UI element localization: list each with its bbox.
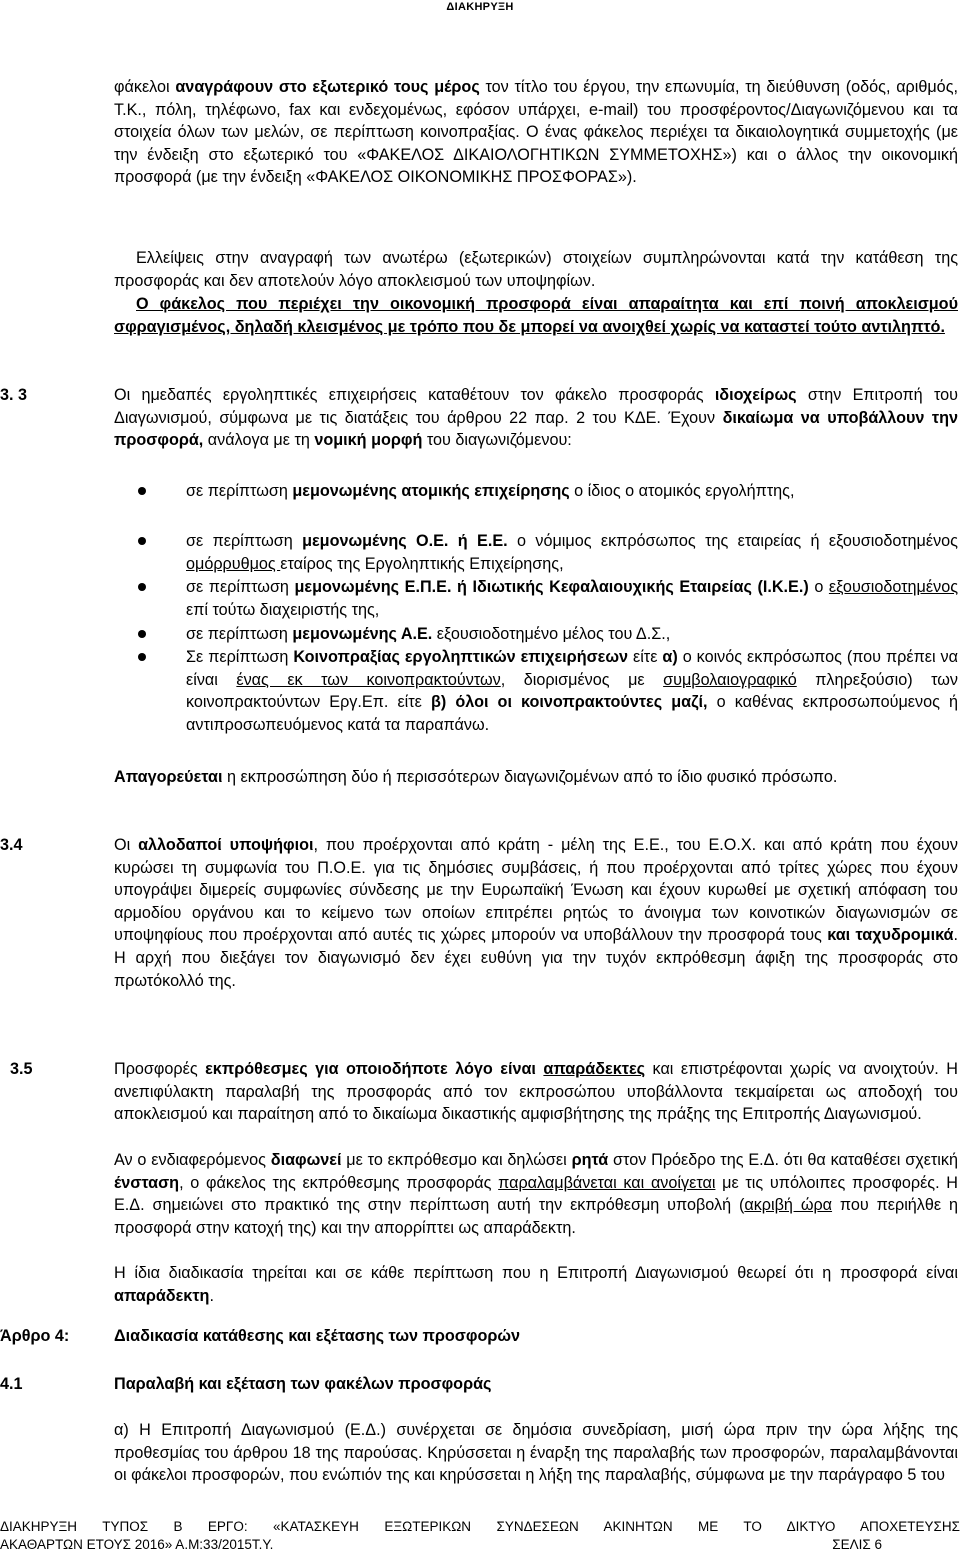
article-4-label: Άρθρο 4: (0, 1327, 70, 1345)
text: . Η αρχή που διεξάγει τον διαγωνισμό δεν έχει ευθύνη για την τυχόν εκπρόθεσμη άφιξη της προσφοράς στο πρωτόκολλό της. (114, 926, 959, 990)
text: Προσφορές (114, 1060, 206, 1078)
bold-text: νομική μορφή (314, 431, 423, 450)
bold-underlined-text: απαράδεκτες (543, 1060, 646, 1078)
intro-paragraph (114, 76, 958, 189)
document-header: ΔΙΑΚΗΡΥΞΗ (446, 1, 514, 13)
list-item: σε περίπτωση μεμονωμένης Ο.Ε. ή Ε.Ε. ο νόμιμος εκπρόσωπος της εταιρείας ή εξουσιοδοτημένος ομόρρυθμος εταίρος της Εργοληπτικής Επιχείρησης, (186, 530, 958, 575)
text: του διαγωνιζόμενου: (422, 431, 572, 450)
list-item: Σε περίπτωση Κοινοπραξίας εργοληπτικών επιχειρήσεων είτε α) ο κοινός εκπρόσωπος (που πρέπει να είναι ένας εκ των κοινοπρακτούντων, διορισμένος με συμβολαιογραφικό πληρεξούσιο) των κοινοπρακτούντων Εργ.Επ. είτε β) όλοι οι κοινοπρακτούντες μαζί, ο καθένας εκπροσωπούμενος ή αντιπροσωπευόμενος κατά τα παραπάνω. (186, 646, 958, 736)
text: ανάλογα με τη (203, 431, 315, 450)
list-item: σε περίπτωση μεμονωμένης Α.Ε. εξουσιοδοτημένο μέλος του Δ.Σ., (186, 623, 958, 646)
section-number-3-3: 3. 3 (0, 386, 28, 404)
footer-line-2 (0, 1536, 960, 1554)
text: Οι ημεδαπές εργοληπτικές επιχειρήσεις καταθέτουν τον φάκελο προσφοράς (114, 386, 715, 404)
section-3-5-same-procedure: Η ίδια διαδικασία τηρείται και σε κάθε περίπτωση που η Επιτροπή Διαγωνισμού θεωρεί ότι η προσφορά είναι απαράδεκτη. (114, 1264, 958, 1305)
bold-text: και ταχυδρομικά (827, 926, 954, 945)
section-4-1-text: α) Η Επιτροπή Διαγωνισμού (Ε.Δ.) συνέρχεται σε δημόσια συνεδρίαση, μισή ώρα πριν την ώρα λήξης της προθεσμίας του άρθρου 18 της παρούσας. Κηρύσσεται η έναρξη της παραλαβής των προσφορών, παραλαμβάνονται οι φάκελοι προσφορών, που ενώπιόν της και κηρύσσεται η λήξη της παραλαβής, σύμφωνα με την παράγραφο 5 του (114, 1421, 958, 1485)
bullet-icon (138, 630, 146, 638)
bullet-icon (138, 583, 146, 591)
article-4-title: Διαδικασία κατάθεσης και εξέτασης των προσφορών (114, 1327, 521, 1345)
text: , που προέρχονται από κράτη - μέλη της Ε.Ε., του Ε.Ο.Χ. και από κράτη που έχουν κυρώσει τη συμφωνία του Π.Ο.Ε. για τις δημόσιες συμβάσεις, ή που προέρχονται από τρίτες χώρες που έχουν υπογράψει διμερείς συμφωνίες σύνδεσης με την Ευρωπαϊκή Ένωση και έχουν κυρωθεί με σχετική απόφαση του αρμοδίου οργάνου και το κείμενο των οποίων επιτρέπει ρητώς το άνοιγμα των κοινοτικών διαγωνισμών σε υποψηφίους που προέρχονται από αυτές τις χώρες μπορούν να υποβάλλουν την προσφορά τους (114, 836, 958, 945)
text: και επιστρέφονται χωρίς να ανοιχτούν. Η ανεπιφύλακτη παραλαβή της προσφοράς από τον εκπροσώπου υποβάλλοντα τεκμαίρεται ως αποδοχή του αποκλεισμού και παραίτηση από το δικαίωμα δικαστικής αμφισβήτησης της πράξης της Επιτροπής Διαγωνισμού. (114, 1060, 958, 1124)
sealed-envelope-paragraph (114, 293, 958, 338)
bold-text: Απαγορεύεται (114, 768, 223, 786)
bold-text: εκπρόθεσμες για οποιοδήποτε λόγο είναι (205, 1060, 544, 1078)
section-3-5-objection: Αν ο ενδιαφερόμενος διαφωνεί με το εκπρόθεσμο και δηλώσει ρητά στον Πρόεδρο της Ε.Δ. ότι θα καταθέσει σχετική ένσταση, ο φάκελος της εκπρόθεσμης προσφοράς παραλαμβάνεται και ανοίγεται με τις υπόλοιπες προσφορές. Η Ε.Δ. σημειώνει στο πρακτικό της στην περίπτωση αυτή την εκπρόθεσμη υποβολή (ακριβή ώρα που περιήλθε η προσφορά στην κατοχή της) και την απορρίπτει ως απαράδεκτη. (114, 1151, 958, 1237)
page-number: ΣΕΛΙΣ 6 (832, 1536, 882, 1552)
bold-text: αναγράφουν στο εξωτερικό τους μέρος (175, 78, 480, 96)
section-number-4-1: 4.1 (0, 1375, 23, 1393)
footer-project-code: ΑΚΑΘΑΡΤΩΝ ΕΤΟΥΣ 2016» Α.Μ:33/2015Τ.Υ. (0, 1536, 274, 1552)
representation-list (186, 480, 958, 737)
section-4-1-title: Παραλαβή και εξέταση των φακέλων προσφοράς (114, 1375, 492, 1393)
text: Οι (114, 836, 139, 854)
bold-underlined-text: Ο φάκελος που περιέχει την οικονομική προσφορά είναι απαραίτητα και επί ποινή αποκλεισμού σφραγισμένος, δηλαδή κλεισμένος με τρόπο που δε μπορεί να ανοιχθεί χωρίς να καταστεί τούτο αντιληπτό. (114, 295, 958, 336)
text: φάκελοι (114, 78, 176, 96)
section-3-4-text (114, 834, 958, 992)
section-3-3-intro (114, 384, 958, 452)
bold-text: αλλοδαποί υποψήφιοι (138, 836, 314, 854)
text: τον τίτλο του έργου, την επωνυμία, τη διεύθυνση (οδός, αριθμός, Τ.Κ., πόλη, τηλέφωνο, fax και ενδεχομένως, εφόσον υπάρχει, e-mail) του προσφέροντος/Διαγωνιζόμενου και τα στοιχεία όλων των μελών, σε περίπτωση κοινοπραξίας. Ο ένας φάκελος περιέχει τα δικαιολογητικά συμμετοχής (με την ένδειξη στο εξωτερικό του «ΦΑΚΕΛΟΣ ΔΙΚΑΙΟΛΟΓΗΤΙΚΩΝ ΣΥΜΜΕΤΟΧΗΣ») και ο άλλος την οικονομική προσφορά (με την ένδειξη «ΦΑΚΕΛΟΣ ΟΙΚΟΝΟΜΙΚΗΣ ΠΡΟΣΦΟΡΑΣ»). (114, 78, 958, 187)
list-item: σε περίπτωση μεμονωμένης Ε.Π.Ε. ή Ιδιωτικής Κεφαλαιουχικής Εταιρείας (Ι.Κ.Ε.) ο εξουσιοδοτημένος επί τούτω διαχειριστής της, (186, 576, 958, 621)
bullet-icon (138, 653, 146, 661)
bold-text: ιδιοχείρως (714, 386, 797, 404)
text: Ελλείψεις στην αναγραφή των ανωτέρω (εξωτερικών) στοιχείων συμπληρώνονται κατά την κατάθεση της προσφοράς και δεν αποτελούν λόγο αποκλεισμού των υποψηφίων. (114, 249, 958, 290)
page-footer (0, 1518, 960, 1553)
footer-line-1: ΔΙΑΚΗΡΥΞΗ ΤΥΠΟΣ Β ΕΡΓΟ: «ΚΑΤΑΣΚΕΥΗ ΕΞΩΤΕΡΙΚΩΝ ΣΥΝΔΕΣΕΩΝ ΑΚΙΝΗΤΩΝ ΜΕ ΤΟ ΔΙΚΤΥΟ ΑΠΟΧΕΤΕΥΣΗΣ (0, 1519, 960, 1534)
list-item: σε περίπτωση μεμονωμένης ατομικής επιχείρησης ο ίδιος ο ατομικός εργολήπτης, (186, 480, 958, 525)
omissions-paragraph (114, 247, 958, 292)
bullet-icon (138, 487, 146, 495)
text: στην Επιτροπή του Διαγωνισμού, σύμφωνα με τις διατάξεις του άρθρου 22 παρ. 2 του ΚΔΕ. Έχουν (114, 386, 958, 427)
bullet-icon (138, 537, 146, 545)
section-number-3-5: 3.5 (10, 1060, 33, 1078)
text: η εκπροσώπηση δύο ή περισσότερων διαγωνιζομένων από το ίδιο φυσικό πρόσωπο. (222, 768, 838, 786)
bold-text: δικαίωμα να υποβάλλουν την προσφορά, (114, 408, 958, 450)
section-3-5-text (114, 1058, 958, 1126)
prohibition-paragraph (114, 766, 958, 789)
section-number-3-4: 3.4 (0, 836, 23, 854)
